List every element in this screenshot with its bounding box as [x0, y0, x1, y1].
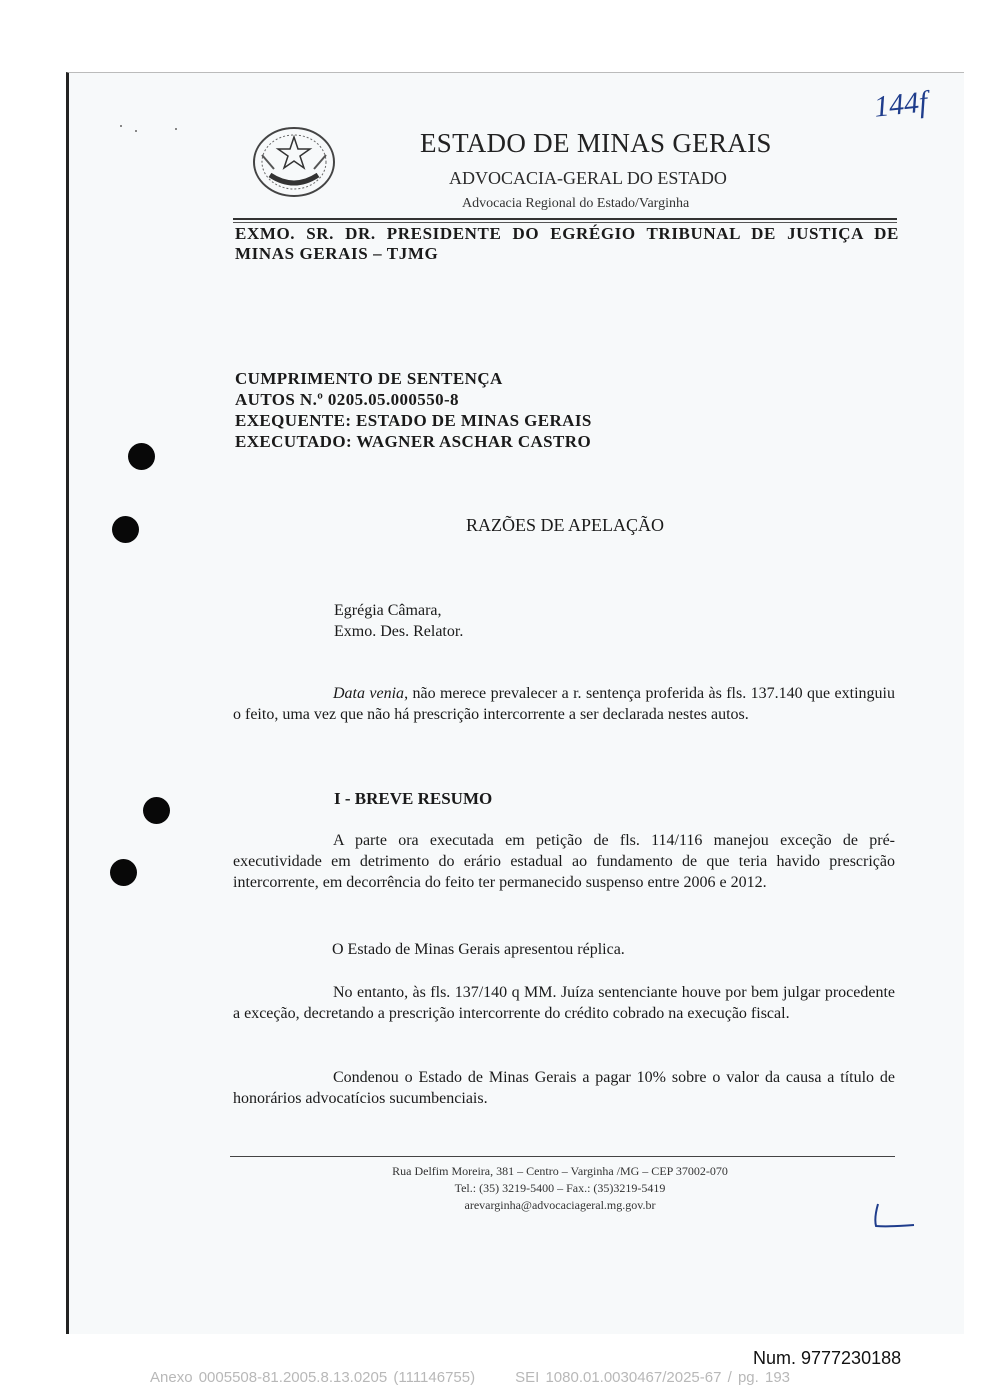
punch-hole: [110, 859, 137, 886]
addressee: EXMO. SR. DR. PRESIDENTE DO EGRÉGIO TRIBUNAL DE JUSTIÇA DE MINAS GERAIS – TJMG: [235, 224, 899, 263]
body-paragraph: Condenou o Estado de Minas Gerais a pagar 10% sobre o valor da causa a título de honorários advocatícios sucumbenciais.: [233, 1069, 895, 1107]
header-title: ESTADO DE MINAS GERAIS: [420, 128, 772, 158]
scan-speck: [120, 125, 122, 127]
scan-speck: [135, 130, 137, 132]
case-number: AUTOS N.º 0205.05.000550-8: [235, 390, 459, 409]
coat-of-arms-seal-icon: [250, 125, 338, 200]
handwritten-initial-icon: [868, 1200, 916, 1232]
footer-address: Rua Delfim Moreira, 381 – Centro – Varginha /MG – CEP 37002-070: [392, 1164, 728, 1178]
case-type: CUMPRIMENTO DE SENTENÇA: [235, 369, 503, 388]
header-unit: Advocacia Regional do Estado/Varginha: [462, 196, 690, 211]
footer: [300, 1163, 820, 1214]
header-subtitle: ADVOCACIA-GERAL DO ESTADO: [449, 168, 727, 188]
header-divider: [233, 222, 897, 223]
case-defendant: EXECUTADO: WAGNER ASCHAR CASTRO: [235, 432, 592, 451]
case-info: [235, 368, 592, 452]
greeting-line: Exmo. Des. Relator.: [334, 623, 464, 640]
document-number: Num. 9777230188: [753, 1348, 902, 1368]
watermark-annex: Anexo 0005508-81.2005.8.13.0205 (111146755): [150, 1369, 476, 1386]
watermark: [150, 1369, 790, 1386]
watermark-sei: SEI 1080.01.0030467/2025-67 / pg. 193: [515, 1369, 791, 1386]
section-title: RAZÕES DE APELAÇÃO: [466, 515, 665, 535]
handwritten-folio: 144f: [872, 85, 929, 124]
scan-speck: [175, 128, 177, 130]
greeting-line: Egrégia Câmara,: [334, 602, 442, 619]
punch-hole: [112, 516, 139, 543]
footer-email: arevarginha@advocaciageral.mg.gov.br: [464, 1198, 656, 1212]
intro-italic-lead: Data venia: [333, 685, 405, 702]
body-paragraph: A parte ora executada em petição de fls. 114/116 manejou exceção de pré-executividade em detrimento do erário estadual ao fundamento de que teria havido prescrição intercorrente, em decorrência do feito ter permanecido suspenso entre 2006 e 2012.: [233, 832, 895, 891]
case-plaintiff: EXEQUENTE: ESTADO DE MINAS GERAIS: [235, 411, 592, 430]
summary-title: I - BREVE RESUMO: [334, 789, 493, 808]
body-paragraph: O Estado de Minas Gerais apresentou réplica.: [332, 941, 625, 958]
body-paragraph: No entanto, às fls. 137/140 q MM. Juíza sentenciante houve por bem julgar procedente a exceção, decretando a prescrição intercorrente do crédito cobrado na execução fiscal.: [233, 984, 895, 1022]
greeting: [334, 600, 463, 642]
footer-divider: [230, 1156, 895, 1157]
punch-hole: [143, 797, 170, 824]
header-divider: [233, 218, 897, 220]
footer-phone: Tel.: (35) 3219-5400 – Fax.: (35)3219-5419: [454, 1181, 666, 1195]
punch-hole: [128, 443, 155, 470]
intro-paragraph: [233, 683, 895, 725]
intro-text: , não merece prevalecer a r. sentença proferida às fls. 137.140 que extinguiu o feito, uma vez que não há prescrição intercorrente a ser declarada nestes autos.: [233, 685, 895, 723]
